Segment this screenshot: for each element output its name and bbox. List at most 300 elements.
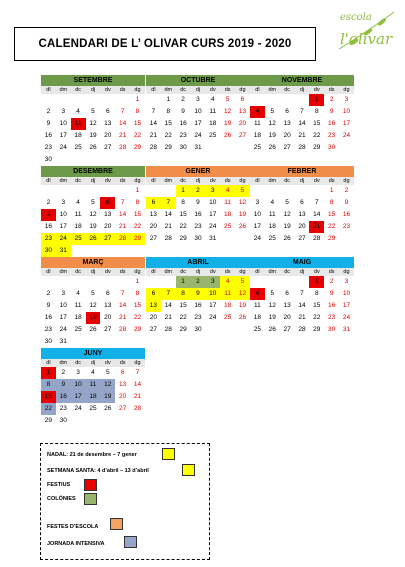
day-cell: 11 bbox=[268, 211, 276, 218]
day-cell: 24 bbox=[59, 144, 67, 151]
day-cell: 13 bbox=[283, 120, 291, 127]
day-cell: 19 bbox=[283, 223, 291, 230]
day-cell: 7 bbox=[151, 108, 156, 115]
day-cell: 18 bbox=[224, 302, 232, 309]
school-logo bbox=[334, 4, 400, 62]
day-cell: 10 bbox=[71, 379, 86, 391]
weekday-label: dc bbox=[280, 177, 295, 185]
empty-cell bbox=[295, 276, 310, 288]
empty-cell bbox=[86, 415, 101, 427]
day-cell: 9 bbox=[181, 108, 185, 115]
day-cell: 20 bbox=[238, 120, 247, 127]
day-cell: 21 bbox=[164, 314, 172, 321]
day-cell: 20 bbox=[104, 314, 112, 321]
weekday-label: dg bbox=[235, 268, 250, 276]
day-cell: 1 bbox=[329, 187, 334, 194]
weekday-label: ds bbox=[115, 268, 130, 276]
weekday-label: dc bbox=[71, 177, 86, 185]
day-cell: 31 bbox=[194, 144, 202, 151]
empty-cell bbox=[250, 94, 265, 106]
day-cell: 22 bbox=[313, 132, 321, 139]
day-cell: 28 bbox=[119, 144, 127, 151]
day-cell: 25 bbox=[74, 144, 82, 151]
empty-cell bbox=[100, 336, 115, 348]
day-cell: 14 bbox=[298, 120, 306, 127]
month-header: SETEMBRE bbox=[41, 75, 145, 86]
day-cell: 20 bbox=[283, 314, 291, 321]
empty-cell bbox=[100, 185, 115, 197]
day-cell: 22 bbox=[179, 314, 187, 321]
weekday-label: dg bbox=[235, 177, 250, 185]
empty-cell bbox=[295, 154, 310, 166]
weekday-label: ds bbox=[115, 177, 130, 185]
day-cell: 18 bbox=[74, 223, 82, 230]
weekday-label: dm bbox=[56, 359, 71, 367]
day-cell: 1 bbox=[135, 278, 140, 285]
day-cell: 17 bbox=[59, 223, 67, 230]
empty-cell bbox=[220, 336, 235, 348]
day-cell: 25 bbox=[253, 326, 262, 333]
empty-cell bbox=[309, 154, 324, 166]
day-cell: 3 bbox=[196, 96, 200, 103]
day-cell: 28 bbox=[313, 235, 321, 242]
empty-cell bbox=[324, 245, 339, 257]
empty-cell bbox=[250, 154, 265, 166]
day-cell: 28 bbox=[164, 235, 172, 242]
day-cell: 27 bbox=[149, 235, 158, 242]
empty-cell bbox=[146, 154, 161, 166]
month-header: MARÇ bbox=[41, 257, 145, 268]
empty-cell bbox=[71, 336, 86, 348]
legend-festius-swatch bbox=[84, 479, 97, 491]
day-cell: 6 bbox=[120, 369, 125, 376]
empty-cell bbox=[280, 154, 295, 166]
day-cell: 17 bbox=[253, 223, 262, 230]
day-cell: 8 bbox=[314, 108, 319, 115]
empty-cell bbox=[146, 94, 161, 106]
day-cell: 9 bbox=[196, 199, 200, 206]
empty-cell bbox=[176, 245, 191, 257]
days-grid bbox=[41, 185, 145, 257]
day-cell: 19 bbox=[89, 223, 97, 230]
weekday-label: dg bbox=[130, 86, 145, 94]
empty-cell bbox=[339, 336, 354, 348]
weekday-label: dl bbox=[41, 268, 56, 276]
empty-cell bbox=[295, 94, 310, 106]
month-maig bbox=[250, 257, 354, 348]
day-cell: 11 bbox=[209, 108, 217, 115]
empty-cell bbox=[130, 415, 145, 427]
day-cell: 5 bbox=[91, 199, 95, 206]
day-cell: 24 bbox=[59, 326, 67, 333]
day-cell: 15 bbox=[133, 211, 142, 218]
day-cell: 12 bbox=[89, 211, 97, 218]
month-setembre bbox=[41, 75, 145, 166]
weekday-row bbox=[146, 177, 250, 185]
day-cell: 4 bbox=[270, 199, 275, 206]
day-cell: 29 bbox=[164, 144, 172, 151]
day-cell: 26 bbox=[224, 132, 232, 139]
day-cell: 22 bbox=[164, 132, 172, 139]
legend-festius-label: FESTIUS bbox=[47, 482, 71, 488]
empty-cell bbox=[295, 185, 310, 197]
day-cell: 4 bbox=[220, 276, 235, 288]
day-cell: 18 bbox=[74, 314, 82, 321]
day-cell: 19 bbox=[268, 314, 276, 321]
day-cell: 28 bbox=[133, 405, 142, 412]
day-cell: 13 bbox=[104, 211, 112, 218]
day-cell: 3 bbox=[205, 185, 220, 197]
day-cell: 10 bbox=[205, 288, 220, 300]
empty-cell bbox=[339, 142, 354, 154]
day-cell: 12 bbox=[268, 120, 276, 127]
day-cell: 13 bbox=[149, 211, 158, 218]
day-cell: 27 bbox=[298, 235, 306, 242]
weekday-label: dc bbox=[280, 268, 295, 276]
day-cell: 8 bbox=[176, 288, 191, 300]
day-cell: 4 bbox=[91, 369, 95, 376]
weekday-row bbox=[250, 177, 354, 185]
day-cell: 12 bbox=[100, 379, 115, 391]
day-cell: 10 bbox=[194, 108, 202, 115]
day-cell: 21 bbox=[298, 132, 306, 139]
day-cell: 3 bbox=[255, 199, 260, 206]
day-cell: 29 bbox=[328, 235, 336, 242]
day-cell: 26 bbox=[283, 235, 291, 242]
day-cell: 17 bbox=[194, 120, 202, 127]
day-cell: 13 bbox=[104, 302, 112, 309]
day-cell: 18 bbox=[253, 132, 262, 139]
empty-cell bbox=[41, 427, 56, 439]
empty-cell bbox=[100, 245, 115, 257]
empty-cell bbox=[71, 427, 86, 439]
day-cell: 24 bbox=[209, 314, 217, 321]
day-cell: 8 bbox=[329, 199, 334, 206]
month-abril bbox=[146, 257, 250, 348]
weekday-label: dl bbox=[41, 359, 56, 367]
day-cell: 15 bbox=[179, 302, 187, 309]
day-cell: 10 bbox=[342, 290, 351, 297]
day-cell: 12 bbox=[268, 302, 276, 309]
day-cell: 30 bbox=[44, 338, 53, 345]
weekday-label: dj bbox=[86, 177, 101, 185]
day-cell: 6 bbox=[105, 108, 110, 115]
weekday-row bbox=[146, 268, 250, 276]
day-cell: 24 bbox=[74, 405, 82, 412]
day-cell: 16 bbox=[56, 391, 71, 403]
weekday-label: dg bbox=[130, 359, 145, 367]
empty-cell bbox=[115, 185, 130, 197]
day-cell: 13 bbox=[146, 300, 161, 312]
day-cell: 22 bbox=[313, 314, 321, 321]
weekday-label: dg bbox=[339, 268, 354, 276]
weekday-label: dv bbox=[205, 268, 220, 276]
day-cell: 8 bbox=[166, 108, 171, 115]
day-cell: 7 bbox=[161, 288, 176, 300]
empty-cell bbox=[115, 276, 130, 288]
day-cell: 14 bbox=[313, 211, 321, 218]
day-cell: 20 bbox=[283, 132, 291, 139]
day-cell: 9 bbox=[329, 290, 334, 297]
page-title: CALENDARI DE L’ OLIVAR CURS 2019 - 2020 bbox=[38, 38, 292, 50]
empty-cell bbox=[71, 185, 86, 197]
day-cell: 13 bbox=[119, 381, 127, 388]
day-cell: 6 bbox=[285, 108, 289, 115]
day-cell: 19 bbox=[89, 132, 97, 139]
days-grid bbox=[250, 94, 354, 166]
empty-cell bbox=[220, 324, 235, 336]
day-cell: 22 bbox=[328, 223, 336, 230]
day-cell: 12 bbox=[235, 288, 250, 300]
empty-cell bbox=[205, 142, 220, 154]
month-header: OCTUBRE bbox=[146, 75, 250, 86]
empty-cell bbox=[235, 245, 250, 257]
day-cell: 23 bbox=[342, 223, 351, 230]
day-cell: 18 bbox=[253, 314, 262, 321]
legend-setmana-santa-label: SETMANA SANTA: 4 d’abril – 13 d’abril bbox=[47, 468, 149, 474]
day-cell: 16 bbox=[194, 302, 202, 309]
days-grid bbox=[250, 276, 354, 348]
day-cell: 23 bbox=[41, 233, 56, 245]
day-cell: 1 bbox=[309, 94, 324, 106]
day-cell: 9 bbox=[56, 379, 71, 391]
day-cell: 30 bbox=[328, 144, 336, 151]
day-cell: 20 bbox=[119, 393, 127, 400]
weekday-label: dv bbox=[100, 177, 115, 185]
day-cell: 12 bbox=[238, 199, 247, 206]
day-cell: 14 bbox=[119, 211, 127, 218]
legend-jornada-label: JORNADA INTENSIVA bbox=[47, 541, 105, 547]
day-cell: 2 bbox=[181, 96, 185, 103]
day-cell: 19 bbox=[268, 132, 276, 139]
day-cell: 11 bbox=[220, 288, 235, 300]
empty-cell bbox=[191, 336, 206, 348]
day-cell: 5 bbox=[235, 185, 250, 197]
day-cell: 20 bbox=[298, 223, 306, 230]
day-cell: 12 bbox=[224, 108, 232, 115]
empty-cell bbox=[235, 142, 250, 154]
days-grid bbox=[41, 276, 145, 348]
empty-cell bbox=[265, 154, 280, 166]
day-cell: 18 bbox=[268, 223, 276, 230]
weekday-label: ds bbox=[324, 268, 339, 276]
day-cell: 13 bbox=[238, 108, 247, 115]
day-cell: 16 bbox=[179, 120, 187, 127]
days-grid bbox=[41, 367, 145, 439]
weekday-label: dm bbox=[161, 268, 176, 276]
day-cell: 21 bbox=[149, 132, 158, 139]
weekday-label: dm bbox=[161, 177, 176, 185]
day-cell: 5 bbox=[285, 199, 289, 206]
day-cell: 2 bbox=[191, 276, 206, 288]
logo-line2: l'olivar bbox=[340, 30, 393, 48]
weekday-label: dv bbox=[309, 268, 324, 276]
weekday-label: dc bbox=[280, 86, 295, 94]
weekday-label: ds bbox=[324, 177, 339, 185]
empty-cell bbox=[71, 94, 86, 106]
empty-cell bbox=[280, 185, 295, 197]
day-cell: 12 bbox=[89, 120, 97, 127]
month-març bbox=[41, 257, 145, 348]
day-cell: 25 bbox=[224, 314, 232, 321]
empty-cell bbox=[100, 415, 115, 427]
day-cell: 10 bbox=[59, 120, 67, 127]
day-cell: 7 bbox=[120, 199, 125, 206]
weekday-label: dm bbox=[56, 177, 71, 185]
day-cell: 17 bbox=[209, 211, 217, 218]
day-cell: 3 bbox=[344, 96, 349, 103]
day-cell: 16 bbox=[44, 223, 53, 230]
legend-colonies-swatch bbox=[84, 493, 97, 505]
day-cell: 11 bbox=[254, 120, 261, 127]
day-cell: 24 bbox=[209, 223, 217, 230]
month-gener bbox=[146, 166, 250, 257]
day-cell: 3 bbox=[205, 276, 220, 288]
weekday-label: dg bbox=[339, 177, 354, 185]
day-cell: 2 bbox=[61, 369, 66, 376]
weekday-row bbox=[41, 359, 145, 367]
day-cell: 9 bbox=[191, 288, 206, 300]
empty-cell bbox=[146, 276, 161, 288]
day-cell: 4 bbox=[250, 106, 265, 118]
empty-cell bbox=[265, 185, 280, 197]
day-cell: 5 bbox=[270, 290, 275, 297]
day-cell: 21 bbox=[119, 132, 127, 139]
day-cell: 8 bbox=[135, 290, 140, 297]
day-cell: 22 bbox=[133, 132, 142, 139]
weekday-row bbox=[41, 177, 145, 185]
day-cell: 15 bbox=[179, 211, 187, 218]
empty-cell bbox=[41, 94, 56, 106]
day-cell: 30 bbox=[41, 245, 56, 257]
day-cell: 27 bbox=[100, 233, 115, 245]
empty-cell bbox=[100, 94, 115, 106]
day-cell: 15 bbox=[164, 120, 172, 127]
day-cell: 18 bbox=[209, 120, 217, 127]
weekday-label: dv bbox=[205, 177, 220, 185]
day-cell: 30 bbox=[44, 156, 53, 163]
day-cell: 13 bbox=[298, 211, 306, 218]
day-cell: 7 bbox=[135, 369, 140, 376]
month-header: ABRIL bbox=[146, 257, 250, 268]
month-header: GENER bbox=[146, 166, 250, 177]
day-cell: 4 bbox=[250, 288, 265, 300]
weekday-label: dj bbox=[191, 177, 206, 185]
day-cell: 31 bbox=[209, 235, 217, 242]
day-cell: 29 bbox=[133, 144, 142, 151]
weekday-label: dc bbox=[176, 268, 191, 276]
weekday-label: dj bbox=[191, 86, 206, 94]
month-header: DESEMBRE bbox=[41, 166, 145, 177]
weekday-label: dl bbox=[250, 86, 265, 94]
day-cell: 3 bbox=[61, 108, 66, 115]
day-cell: 23 bbox=[59, 405, 67, 412]
day-cell: 17 bbox=[59, 314, 67, 321]
day-cell: 20 bbox=[149, 314, 158, 321]
day-cell: 10 bbox=[253, 211, 262, 218]
empty-cell bbox=[41, 276, 56, 288]
empty-cell bbox=[86, 245, 101, 257]
weekday-label: dg bbox=[339, 86, 354, 94]
day-cell: 30 bbox=[328, 326, 336, 333]
empty-cell bbox=[115, 154, 130, 166]
empty-cell bbox=[100, 276, 115, 288]
day-cell: 29 bbox=[313, 144, 321, 151]
day-cell: 15 bbox=[328, 211, 336, 218]
weekday-label: dv bbox=[205, 86, 220, 94]
day-cell: 24 bbox=[342, 132, 351, 139]
day-cell: 7 bbox=[300, 290, 304, 297]
day-cell: 17 bbox=[209, 302, 217, 309]
day-cell: 16 bbox=[342, 211, 351, 218]
empty-cell bbox=[250, 245, 265, 257]
weekday-label: dj bbox=[86, 268, 101, 276]
days-grid bbox=[146, 94, 250, 166]
empty-cell bbox=[56, 94, 71, 106]
day-cell: 16 bbox=[44, 132, 53, 139]
empty-cell bbox=[280, 245, 295, 257]
day-cell: 27 bbox=[104, 326, 112, 333]
days-grid bbox=[41, 94, 145, 166]
day-cell: 26 bbox=[89, 326, 97, 333]
empty-cell bbox=[130, 245, 145, 257]
empty-cell bbox=[235, 154, 250, 166]
day-cell: 2 bbox=[46, 108, 51, 115]
legend bbox=[40, 443, 210, 560]
day-cell: 27 bbox=[238, 132, 247, 139]
weekday-label: dl bbox=[250, 177, 265, 185]
empty-cell bbox=[250, 336, 265, 348]
day-cell: 6 bbox=[146, 197, 161, 209]
day-cell: 31 bbox=[59, 338, 67, 345]
day-cell: 26 bbox=[238, 314, 247, 321]
day-cell: 18 bbox=[224, 211, 232, 218]
empty-cell bbox=[250, 276, 265, 288]
day-cell: 5 bbox=[235, 276, 250, 288]
empty-cell bbox=[205, 324, 220, 336]
day-cell: 24 bbox=[56, 233, 71, 245]
day-cell: 19 bbox=[86, 312, 101, 324]
legend-setmana-santa-swatch bbox=[182, 464, 195, 476]
day-cell: 1 bbox=[176, 276, 191, 288]
day-cell: 5 bbox=[270, 108, 275, 115]
weekday-label: dm bbox=[265, 177, 280, 185]
day-cell: 14 bbox=[164, 211, 172, 218]
day-cell: 15 bbox=[41, 391, 56, 403]
weekday-label: dl bbox=[41, 177, 56, 185]
day-cell: 8 bbox=[135, 108, 140, 115]
month-header: JUNY bbox=[41, 348, 145, 359]
weekday-label: dj bbox=[295, 177, 310, 185]
day-cell: 7 bbox=[300, 108, 304, 115]
weekday-label: dc bbox=[71, 268, 86, 276]
weekday-label: dm bbox=[161, 86, 176, 94]
day-cell: 7 bbox=[120, 290, 125, 297]
day-cell: 27 bbox=[149, 326, 158, 333]
day-cell: 28 bbox=[119, 326, 127, 333]
weekday-label: dv bbox=[309, 86, 324, 94]
weekday-label: dv bbox=[100, 359, 115, 367]
day-cell: 26 bbox=[86, 233, 101, 245]
weekday-label: dg bbox=[130, 268, 145, 276]
empty-cell bbox=[161, 245, 176, 257]
day-cell: 1 bbox=[41, 367, 56, 379]
month-febrer bbox=[250, 166, 354, 257]
weekday-label: dm bbox=[56, 86, 71, 94]
day-cell: 30 bbox=[59, 417, 67, 424]
month-header: NOVEMBRE bbox=[250, 75, 354, 86]
empty-cell bbox=[71, 154, 86, 166]
